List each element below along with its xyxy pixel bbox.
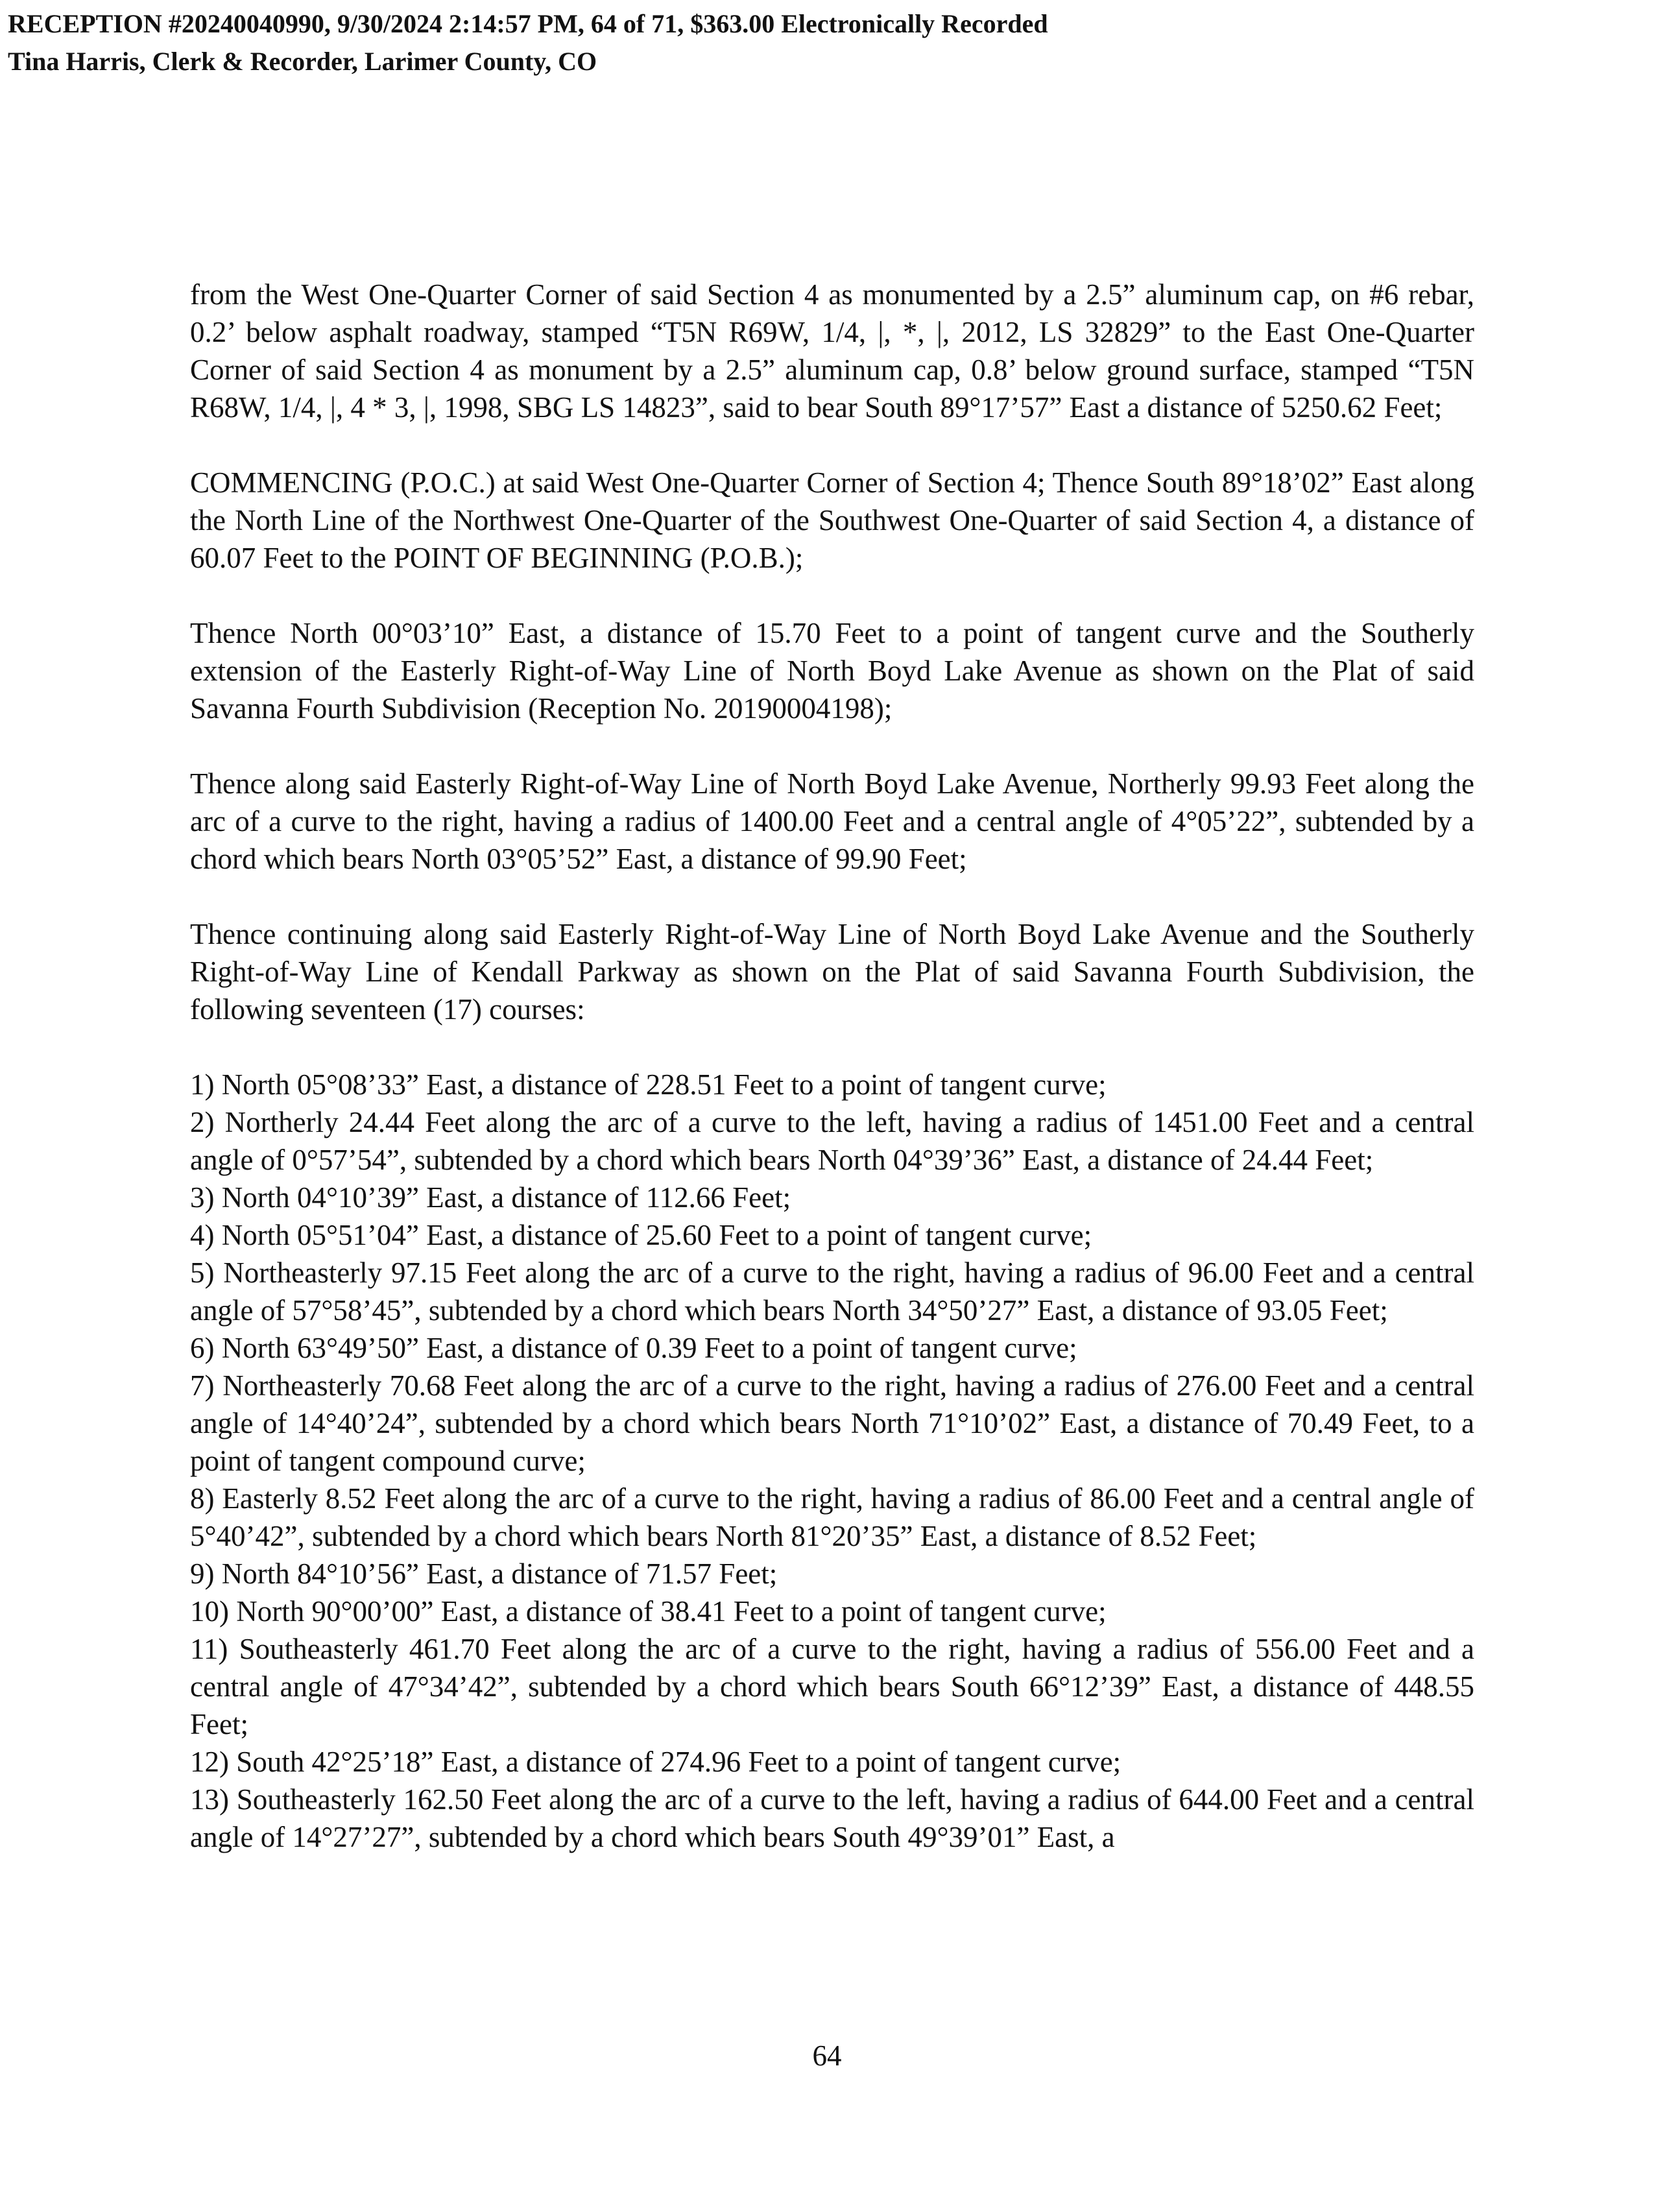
legal-description-body (190, 276, 1474, 1856)
courses-list (190, 1066, 1474, 1856)
course-item: 8) Easterly 8.52 Feet along the arc of a curve to the right, having a radius of 86.00 Feet and a central angle of 5°40’42”, subtended by a chord which bears North 81°20’35” East, a distance of 8.52 Feet; (190, 1482, 1474, 1552)
recording-header (8, 5, 1048, 80)
course-item: 6) North 63°49’50” East, a distance of 0.39 Feet to a point of tangent curve; (190, 1332, 1077, 1364)
course-item: 1) North 05°08’33” East, a distance of 228.51 Feet to a point of tangent curve; (190, 1068, 1107, 1101)
course-item: 4) North 05°51’04” East, a distance of 25.60 Feet to a point of tangent curve; (190, 1219, 1092, 1251)
course-item: 9) North 84°10’56” East, a distance of 71.57 Feet; (190, 1557, 778, 1590)
recording-header-line1: RECEPTION #20240040990, 9/30/2024 2:14:57 PM, 64 of 71, $363.00 Electronically Recorded (8, 9, 1048, 38)
course-item: 5) Northeasterly 97.15 Feet along the arc of a curve to the right, having a radius of 96.00 Feet and a central angle of 57°58’45”, subtended by a chord which bears North 34°50’27” East, a distance of 93.05 Feet; (190, 1256, 1474, 1327)
recording-header-line2: Tina Harris, Clerk & Recorder, Larimer County, CO (8, 47, 597, 76)
course-item: 2) Northerly 24.44 Feet along the arc of a curve to the left, having a radius of 1451.00 Feet and a central angle of 0°57’54”, subtended by a chord which bears North 04°39’36” East, a distance of 24.44 Feet; (190, 1106, 1474, 1176)
course-item: 11) Southeasterly 461.70 Feet along the arc of a curve to the right, having a radius of 556.00 Feet and a central angle of 47°34’42”, subtended by a chord which bears South 66°12’39” East, a distance of 448.55 Feet; (190, 1633, 1474, 1740)
course-item: 10) North 90°00’00” East, a distance of 38.41 Feet to a point of tangent curve; (190, 1595, 1107, 1628)
course-item: 3) North 04°10’39” East, a distance of 112.66 Feet; (190, 1181, 791, 1214)
page-number: 64 (812, 2039, 842, 2072)
course-item: 7) Northeasterly 70.68 Feet along the arc of a curve to the right, having a radius of 276.00 Feet and a central angle of 14°40’24”, subtended by a chord which bears North 71°10’02” East, a distance of 70.49 Feet, to a point of tangent compound curve; (190, 1369, 1474, 1477)
basis-of-bearings-paragraph: from the West One-Quarter Corner of said Section 4 as monumented by a 2.5” aluminum cap, on #6 rebar, 0.2’ below asphalt roadway, stamped “T5N R69W, 1/4, |, *, |, 2012, LS 32829” to the East One-Quarter Corner of said Section 4 as monument by a 2.5” aluminum cap, 0.8’ below ground surface, stamped “T5N R68W, 1/4, |, 4 * 3, |, 1998, SBG LS 14823”, said to bear South 89°17’57” East a distance of 5250.62 Feet; (190, 278, 1474, 424)
first-call-paragraph: Thence North 00°03’10” East, a distance of 15.70 Feet to a point of tangent curve and the Southerly extension of the Easterly Right-of-Way Line of North Boyd Lake Avenue as shown on the Plat of said Savanna Fourth Subdivision (Reception No. 20190004198); (190, 617, 1474, 725)
courses-intro-paragraph: Thence continuing along said Easterly Right-of-Way Line of North Boyd Lake Avenue and the Southerly Right-of-Way Line of Kendall Parkway as shown on the Plat of said Savanna Fourth Subdivision, the following seventeen (17) courses: (190, 918, 1474, 1026)
course-item: 13) Southeasterly 162.50 Feet along the arc of a curve to the left, having a radius of 644.00 Feet and a central angle of 14°27’27”, subtended by a chord which bears South 49°39’01” East, a (190, 1783, 1474, 1853)
second-call-paragraph: Thence along said Easterly Right-of-Way Line of North Boyd Lake Avenue, Northerly 99.93 Feet along the arc of a curve to the right, having a radius of 1400.00 Feet and a central angle of 4°05’22”, subtended by a chord which bears North 03°05’52” East, a distance of 99.90 Feet; (190, 767, 1474, 875)
commencing-paragraph: COMMENCING (P.O.C.) at said West One-Quarter Corner of Section 4; Thence South 89°18’02” East along the North Line of the Northwest One-Quarter of the Southwest One-Quarter of said Section 4, a distance of 60.07 Feet to the POINT OF BEGINNING (P.O.B.); (190, 466, 1474, 574)
course-item: 12) South 42°25’18” East, a distance of 274.96 Feet to a point of tangent curve; (190, 1746, 1121, 1778)
